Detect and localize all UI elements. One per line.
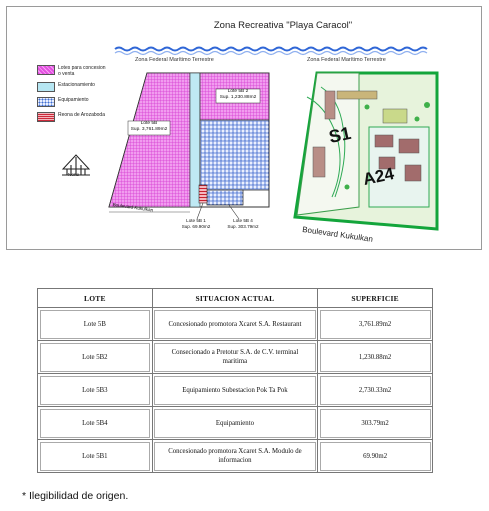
sector-a24-label: A24 <box>361 163 396 190</box>
cell-superficie: 1,230.88m2 <box>318 341 433 374</box>
figure-title: Zona Recreativa "Playa Caracol" <box>213 20 353 31</box>
site-aerial-drawing <box>295 73 437 229</box>
table-row <box>38 440 433 473</box>
legend-item: Equipamiento <box>37 97 106 107</box>
table-row <box>38 341 433 374</box>
site-plan-figure <box>6 6 482 250</box>
lot-5b4-area <box>207 190 243 205</box>
cell-situacion: Concesionado promotora Xcaret S.A. Modulo de informacion <box>152 440 318 473</box>
legend-item: Estacionamiento <box>37 82 106 92</box>
zone-label-right: Zona Federal Marítimo Terrestre <box>307 57 386 63</box>
lot-5b-area <box>109 73 190 207</box>
zone-label-left: Zona Federal Marítimo Terrestre <box>135 57 214 63</box>
lot-5b1-area <box>199 185 207 203</box>
parking-strip <box>190 73 200 207</box>
cell-lote: Lote 5B <box>38 308 153 341</box>
table-row <box>38 308 433 341</box>
cell-superficie: 3,761.89m2 <box>318 308 433 341</box>
table-row <box>38 407 433 440</box>
cell-situacion: Equipamiento Subestacion Pok Ta Pok <box>152 374 318 407</box>
compass-label: Norte <box>68 172 80 177</box>
lot-plan-drawing <box>7 7 483 251</box>
cell-superficie: 69.90m2 <box>318 440 433 473</box>
lot-5b1-label: Lote 5B 1 Sup. 69.90m2 <box>181 218 211 229</box>
header-lote: LOTE <box>38 289 153 308</box>
header-superficie: SUPERFICIE <box>318 289 433 308</box>
lot-5b3-area <box>200 120 269 190</box>
cell-situacion: Equipamiento <box>152 407 318 440</box>
lots-table <box>37 288 433 473</box>
lot-5b4-label: Lote 5B 4 Sup. 303.79m2 <box>227 218 259 229</box>
cell-lote: Lote 5B3 <box>38 374 153 407</box>
cell-lote: Lote 5B4 <box>38 407 153 440</box>
table-header-row <box>38 289 433 308</box>
footnote: * Ilegibilidad de origen. <box>22 490 129 502</box>
cell-lote: Lote 5B1 <box>38 440 153 473</box>
sector-s1-label: S1 <box>327 122 353 148</box>
road-label-right: Boulevard Kukulkan <box>301 225 374 244</box>
lot-5b2-label: Lote 5B 2 Sup. 1,230.88m2 <box>219 89 257 100</box>
legend-item: Lotes para concesion o venta <box>37 65 106 77</box>
cell-situacion: Consecionado a Pretotur S.A. de C.V. terminal maritima <box>152 341 318 374</box>
road-label-left: Boulevard Kukulkan <box>112 202 154 213</box>
cell-superficie: 2,730.33m2 <box>318 374 433 407</box>
table-row <box>38 374 433 407</box>
lot-5b-label: Lote 5B Sup. 3,761.89m2 <box>130 121 168 132</box>
cell-lote: Lote 5B2 <box>38 341 153 374</box>
legend-item: Reona de Arozaboda <box>37 112 106 122</box>
cell-superficie: 303.79m2 <box>318 407 433 440</box>
header-situacion: SITUACION ACTUAL <box>152 289 318 308</box>
cell-situacion: Concesionado promotora Xcaret S.A. Restaurant <box>152 308 318 341</box>
